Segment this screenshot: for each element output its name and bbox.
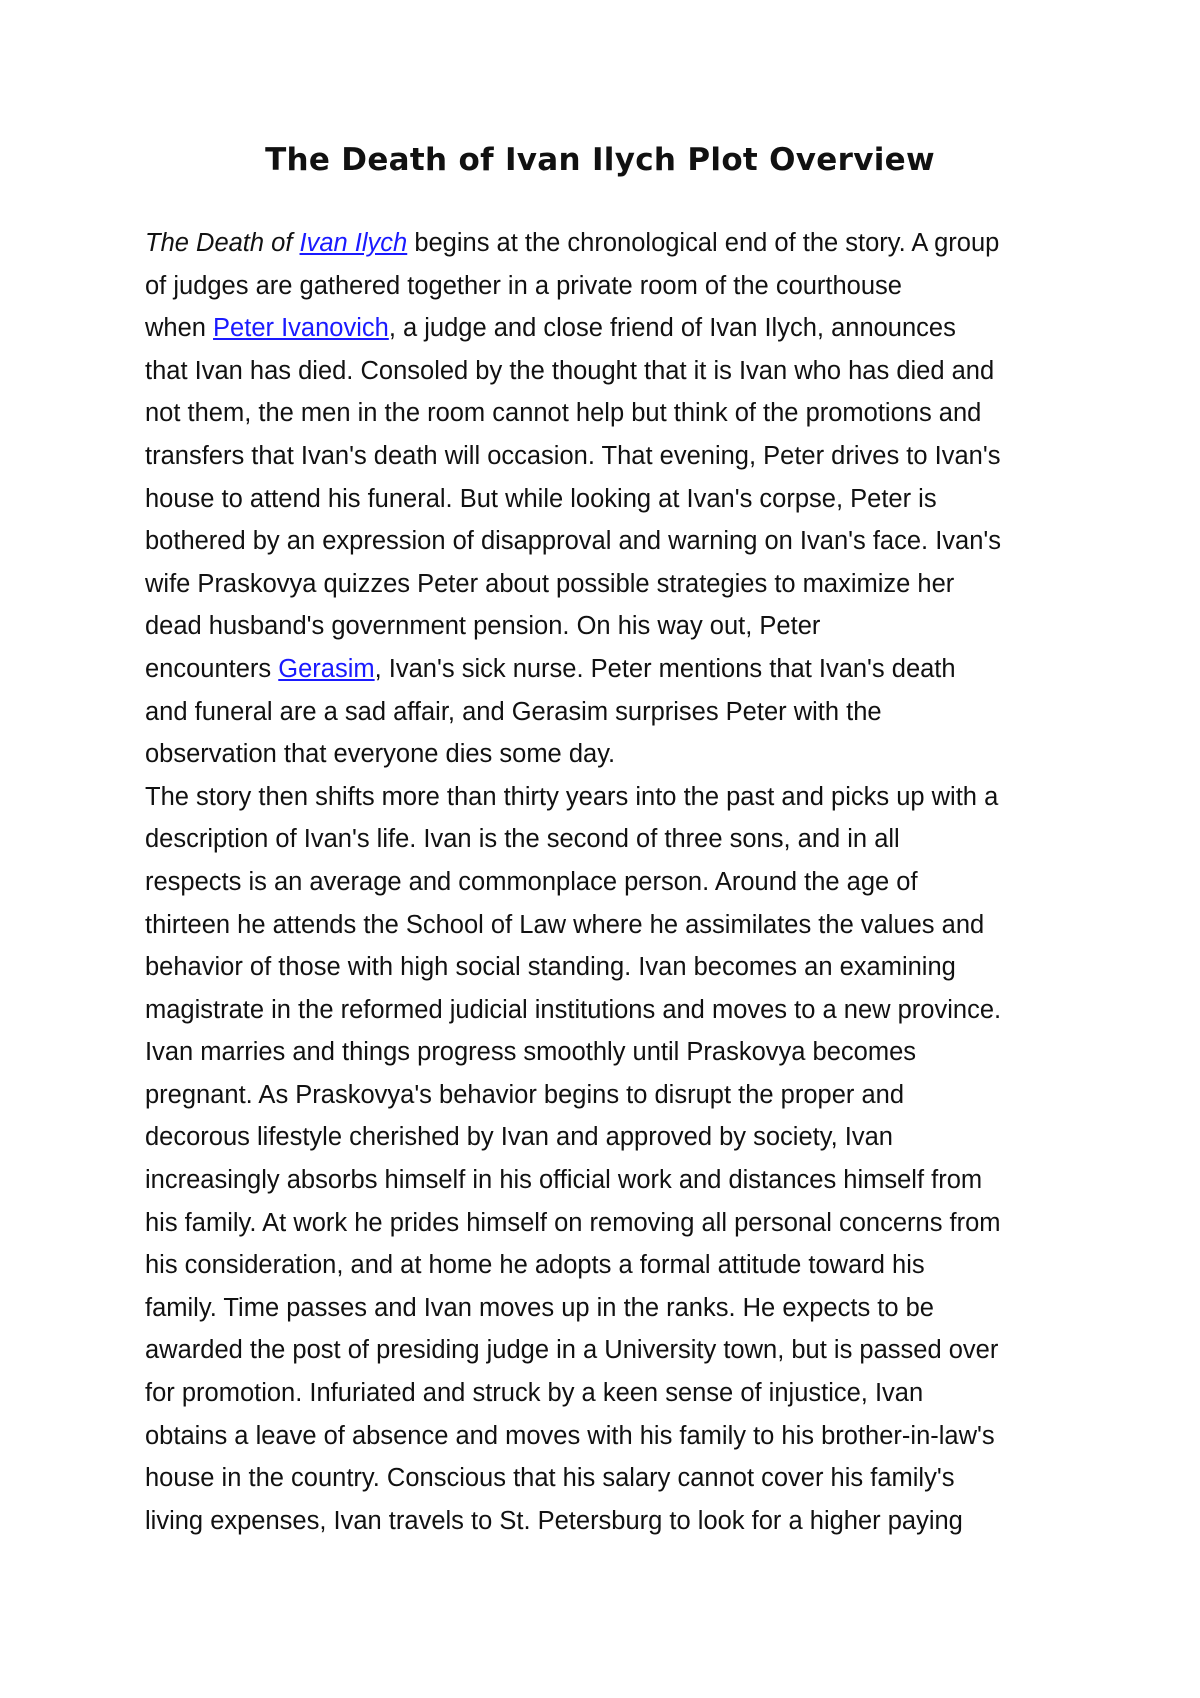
text-line: family. Time passes and Ivan moves up in the ranks. He expects to be [145, 1293, 934, 1322]
italic-book-title: The Death of [145, 229, 300, 257]
text-line: awarded the post of presiding judge in a University town, but is passed over [145, 1336, 999, 1365]
text-line [145, 222, 1070, 265]
text-line: observation that everyone dies some day. [145, 740, 616, 769]
page-title: The Death of Ivan Ilych Plot Overview [265, 142, 935, 178]
link-gerasim[interactable]: Gerasim [278, 654, 375, 683]
text-fragment: when [145, 314, 214, 343]
link-ivan-ilych[interactable]: Ivan Ilych [299, 229, 408, 257]
text-fragment: begins at the chronological end of the story. A group [407, 229, 1000, 257]
text-line: dead husband's government pension. On his way out, Peter [145, 612, 821, 641]
text-line: increasingly absorbs himself in his official work and distances himself from [145, 1166, 983, 1195]
text-line: that Ivan has died. Consoled by the thought that it is Ivan who has died and [145, 356, 995, 385]
text-line: his family. At work he prides himself on removing all personal concerns from [145, 1208, 1001, 1237]
text-line: bothered by an expression of disapproval and warning on Ivan's face. Ivan's [145, 527, 1002, 556]
text-line [145, 307, 1070, 350]
text-fragment: , a judge and close friend of Ivan Ilych, announces [388, 314, 956, 343]
text-line: transfers that Ivan's death will occasion. That evening, Peter drives to Ivan's [145, 441, 1001, 470]
text-line: pregnant. As Praskovya's behavior begins to disrupt the proper and [145, 1080, 904, 1109]
text-line: of judges are gathered together in a private room of the courthouse [145, 271, 902, 300]
text-line: house in the country. Conscious that his salary cannot cover his family's [145, 1464, 955, 1493]
text-line [145, 648, 1070, 691]
text-line: The story then shifts more than thirty years into the past and picks up with a [145, 782, 999, 811]
text-line: decorous lifestyle cherished by Ivan and approved by society, Ivan [145, 1123, 893, 1152]
text-line: wife Praskovya quizzes Peter about possible strategies to maximize her [145, 569, 955, 598]
text-fragment: , Ivan's sick nurse. Peter mentions that Ivan's death [374, 654, 956, 683]
text-line: for promotion. Infuriated and struck by a keen sense of injustice, Ivan [145, 1379, 924, 1408]
text-line: behavior of those with high social standing. Ivan becomes an examining [145, 953, 956, 982]
text-line: not them, the men in the room cannot help but think of the promotions and [145, 399, 982, 428]
text-line: obtains a leave of absence and moves with his family to his brother-in-law's [145, 1421, 995, 1450]
text-fragment: encounters [145, 654, 279, 683]
text-line: Ivan marries and things progress smoothly until Praskovya becomes [145, 1038, 917, 1067]
text-line: and funeral are a sad affair, and Gerasim surprises Peter with the [145, 697, 882, 726]
text-line: living expenses, Ivan travels to St. Petersburg to look for a higher paying [145, 1506, 963, 1535]
text-line: house to attend his funeral. But while looking at Ivan's corpse, Peter is [145, 484, 937, 513]
text-line: thirteen he attends the School of Law where he assimilates the values and [145, 910, 985, 939]
document-body [145, 222, 1070, 1542]
text-line: his consideration, and at home he adopts a formal attitude toward his [145, 1251, 925, 1280]
text-line: respects is an average and commonplace person. Around the age of [145, 867, 918, 896]
text-line: description of Ivan's life. Ivan is the second of three sons, and in all [145, 825, 900, 854]
text-line: magistrate in the reformed judicial institutions and moves to a new province. [145, 995, 1002, 1024]
link-peter-ivanovich[interactable]: Peter Ivanovich [213, 314, 389, 343]
